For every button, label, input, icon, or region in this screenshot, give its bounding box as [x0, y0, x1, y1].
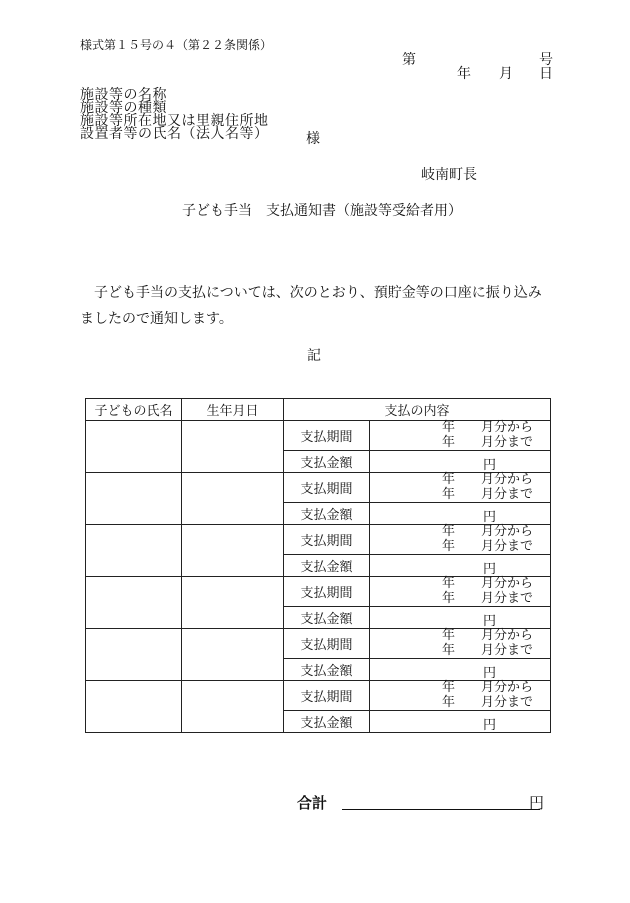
ki-heading: 記 — [307, 348, 321, 364]
total-amount-field[interactable] — [342, 809, 540, 810]
period-label: 支払期間 — [284, 421, 370, 451]
amount-value-cell[interactable] — [370, 659, 551, 681]
period-to: 年 月分まで — [442, 643, 534, 658]
amount-label: 支払金額 — [284, 711, 370, 733]
period-value-cell[interactable] — [370, 473, 551, 503]
table-header-row — [86, 399, 551, 421]
header-payment-content: 支払の内容 — [284, 399, 551, 421]
total-yen: 円 — [529, 794, 545, 812]
birthdate-cell[interactable] — [182, 681, 284, 733]
child-name-cell[interactable] — [86, 681, 182, 733]
child-name-cell[interactable] — [86, 525, 182, 577]
birthdate-cell[interactable] — [182, 421, 284, 473]
amount-label: 支払金額 — [284, 451, 370, 473]
table-row — [86, 421, 551, 451]
amount-yen: 円 — [483, 614, 497, 629]
period-from: 年 月分から — [442, 576, 534, 591]
amount-yen: 円 — [483, 458, 497, 473]
amount-value-cell[interactable] — [370, 711, 551, 733]
child-name-cell[interactable] — [86, 629, 182, 681]
payment-table — [85, 398, 551, 733]
period-value-cell[interactable] — [370, 681, 551, 711]
period-from: 年 月分から — [442, 680, 534, 695]
birthdate-cell[interactable] — [182, 525, 284, 577]
amount-label: 支払金額 — [284, 607, 370, 629]
period-to: 年 月分まで — [442, 487, 534, 502]
amount-yen: 円 — [483, 718, 497, 733]
period-value-cell[interactable] — [370, 421, 551, 451]
period-label: 支払期間 — [284, 681, 370, 711]
period-to: 年 月分まで — [442, 539, 534, 554]
period-from: 年 月分から — [442, 420, 534, 435]
facility-type-label: 施設等の種類 — [80, 100, 167, 116]
birthdate-cell[interactable] — [182, 629, 284, 681]
issuer: 岐南町長 — [421, 167, 477, 183]
period-label: 支払期間 — [284, 577, 370, 607]
total-label: 合計 — [297, 794, 328, 812]
doc-number-suffix: 号 — [539, 52, 553, 68]
amount-label: 支払金額 — [284, 555, 370, 577]
period-to: 年 月分まで — [442, 591, 534, 606]
period-label: 支払期間 — [284, 473, 370, 503]
date-month: 月 — [499, 66, 513, 82]
period-label: 支払期間 — [284, 629, 370, 659]
period-to: 年 月分まで — [442, 435, 534, 450]
addressee-block — [80, 89, 269, 141]
amount-value-cell[interactable] — [370, 555, 551, 577]
period-from: 年 月分から — [442, 472, 534, 487]
operator-name-label: 設置者等の氏名（法人名等） — [80, 126, 269, 142]
amount-value-cell[interactable] — [370, 451, 551, 473]
body-text: 子ども手当の支払については、次のとおり、預貯金等の口座に振り込みましたので通知します。 — [80, 285, 542, 327]
amount-label: 支払金額 — [284, 503, 370, 525]
period-to: 年 月分まで — [442, 695, 534, 710]
period-from: 年 月分から — [442, 628, 534, 643]
form-number: 様式第１５号の４（第２２条関係） — [80, 38, 273, 52]
amount-label: 支払金額 — [284, 659, 370, 681]
header-child-name: 子どもの氏名 — [86, 399, 182, 421]
date-year: 年 — [457, 66, 471, 82]
honorific: 様 — [306, 131, 320, 147]
period-from: 年 月分から — [442, 524, 534, 539]
period-value-cell[interactable] — [370, 525, 551, 555]
amount-yen: 円 — [483, 510, 497, 525]
table-row — [86, 681, 551, 711]
period-value-cell[interactable] — [370, 629, 551, 659]
table-row — [86, 577, 551, 607]
child-name-cell[interactable] — [86, 473, 182, 525]
header-birthdate: 生年月日 — [182, 399, 284, 421]
date-day: 日 — [539, 66, 553, 82]
period-value-cell[interactable] — [370, 577, 551, 607]
amount-yen: 円 — [483, 562, 497, 577]
birthdate-cell[interactable] — [182, 473, 284, 525]
facility-name-label: 施設等の名称 — [80, 87, 167, 103]
amount-yen: 円 — [483, 666, 497, 681]
doc-number-prefix: 第 — [402, 52, 416, 68]
table-row — [86, 525, 551, 555]
document-title: 子ども手当 支払通知書（施設等受給者用） — [182, 203, 462, 219]
table-row — [86, 473, 551, 503]
birthdate-cell[interactable] — [182, 577, 284, 629]
child-name-cell[interactable] — [86, 577, 182, 629]
child-name-cell[interactable] — [86, 421, 182, 473]
amount-value-cell[interactable] — [370, 503, 551, 525]
amount-value-cell[interactable] — [370, 607, 551, 629]
table-row — [86, 629, 551, 659]
facility-address-label: 施設等所在地又は里親住所地 — [80, 113, 269, 129]
period-label: 支払期間 — [284, 525, 370, 555]
